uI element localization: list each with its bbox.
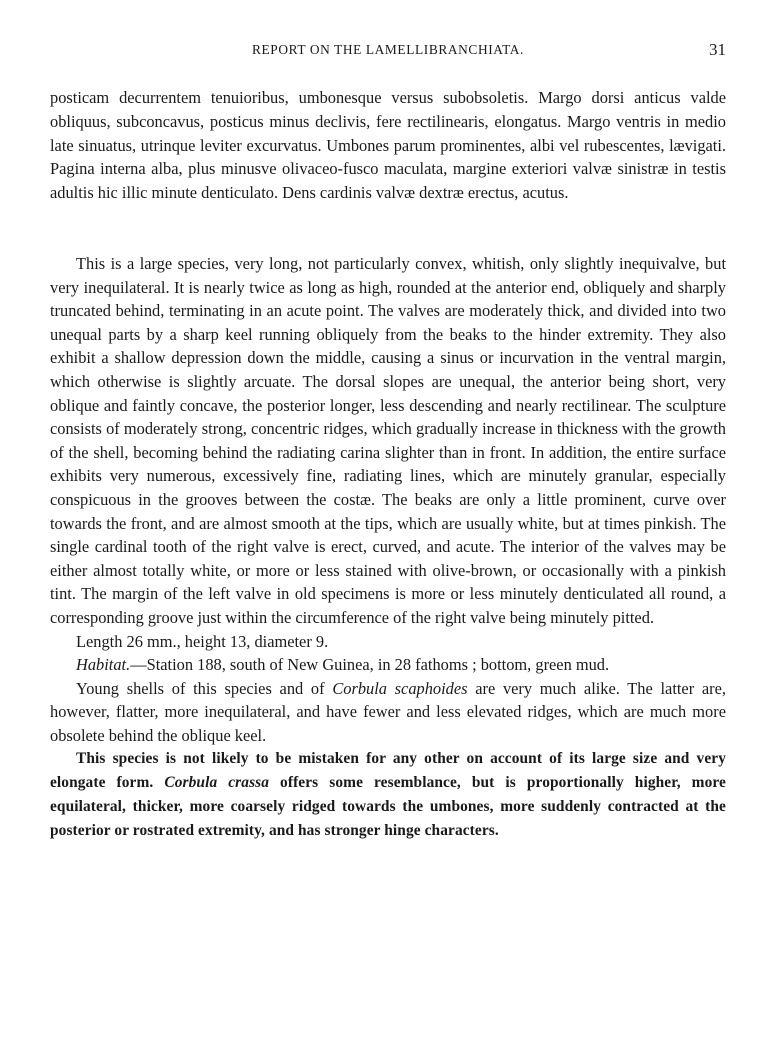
latin-description: posticam decurrentem tenuioribus, umbonesque versus subobsoletis. Margo dorsi anticus valde obliquus, subconcavus, posticus minus declivis, fere rectilinearis, elongatus. Margo ventris in medio late sinuatus, utrinque leviter excurvatus. Umbones parum prominentes, albi vel rubescentes, lævigati. Pagina interna alba, plus minusve olivaceo-fusco maculata, margine exteriori valvæ sinistræ in testis adultis hic illic minute denticulato. Dens cardinis valvæ dextræ erectus, acutus.	[50, 88, 726, 203]
page-number: 31	[709, 40, 726, 59]
header-title: REPORT ON THE LAMELLIBRANCHIATA.	[252, 42, 524, 57]
running-header	[50, 42, 726, 66]
comparison-2-species: Corbula crassa	[164, 774, 270, 792]
comparison-paragraph-1	[50, 677, 726, 748]
comparison-1-pre: Young shells of this species and of	[76, 678, 333, 698]
description-paragraph: This is a large species, very long, not particularly convex, whitish, only slightly inequivalve, but very inequilateral. It is nearly twice as long as high, rounded at the anterior end, obliquely and sharply truncated behind, terminating in an acute point. The valves are moderately thick, and divided into two unequal parts by a sharp keel running obliquely from the beaks to the hinder extremity. They also exhibit a shallow depression down the middle, causing a sinus or incurvation in the ventral margin, which otherwise is slightly arcuate. The dorsal slopes are unequal, the anterior being short, very oblique and faintly concave, the posterior longer, less descending and nearly rectilinear. The sculpture consists of moderately strong, concentric ridges, which gradually increase in thickness with the growth of the shell, becoming behind the radiating carina slighter than in front. In addition, the entire surface exhibits very numerous, excessively fine, radiating lines, which are minutely granular, especially conspicuous in the grooves between the costæ. The beaks are only a little prominent, curve over towards the front, and are almost smooth at the tips, which are usually white, but at times pinkish. The single cardinal tooth of the right valve is erect, curved, and acute. The interior of the valves may be either almost totally white, or more or less stained with olive-brown, or occasionally with a pinkish tint. The margin of the left valve in old specimens is more or less minutely denticulated all round, a corresponding groove just within the circumference of the right valve being minutely pitted.	[50, 254, 726, 627]
english-description-block	[50, 252, 726, 843]
habitat-line	[50, 653, 726, 677]
comparison-1-post: are very much alike. The latter are, however, flatter, more inequilateral, and have fewer and less elevated ridges, which are much more obsolete behind the oblique keel.	[50, 678, 726, 745]
latin-description-block	[50, 86, 726, 205]
comparison-1-species: Corbula scaphoides	[332, 678, 468, 698]
measurements: Length 26 mm., height 13, diameter 9.	[76, 631, 329, 651]
habitat-label: Habitat.	[76, 655, 131, 675]
comparison-2-pre: This species is not likely to be mistaken for any other on account of its large size and very elongate form.	[50, 750, 726, 792]
habitat-text: —Station 188, south of New Guinea, in 28 fathoms ; bottom, green mud.	[130, 655, 610, 675]
comparison-paragraph-2	[50, 747, 726, 842]
comparison-2-post: offers some resemblance, but is proportionally higher, more equilateral, thicker, more coarsely ridged towards the umbones, more suddenly contracted at the posterior or rostrated extremity, and has stronger hinge characters.	[50, 774, 726, 839]
